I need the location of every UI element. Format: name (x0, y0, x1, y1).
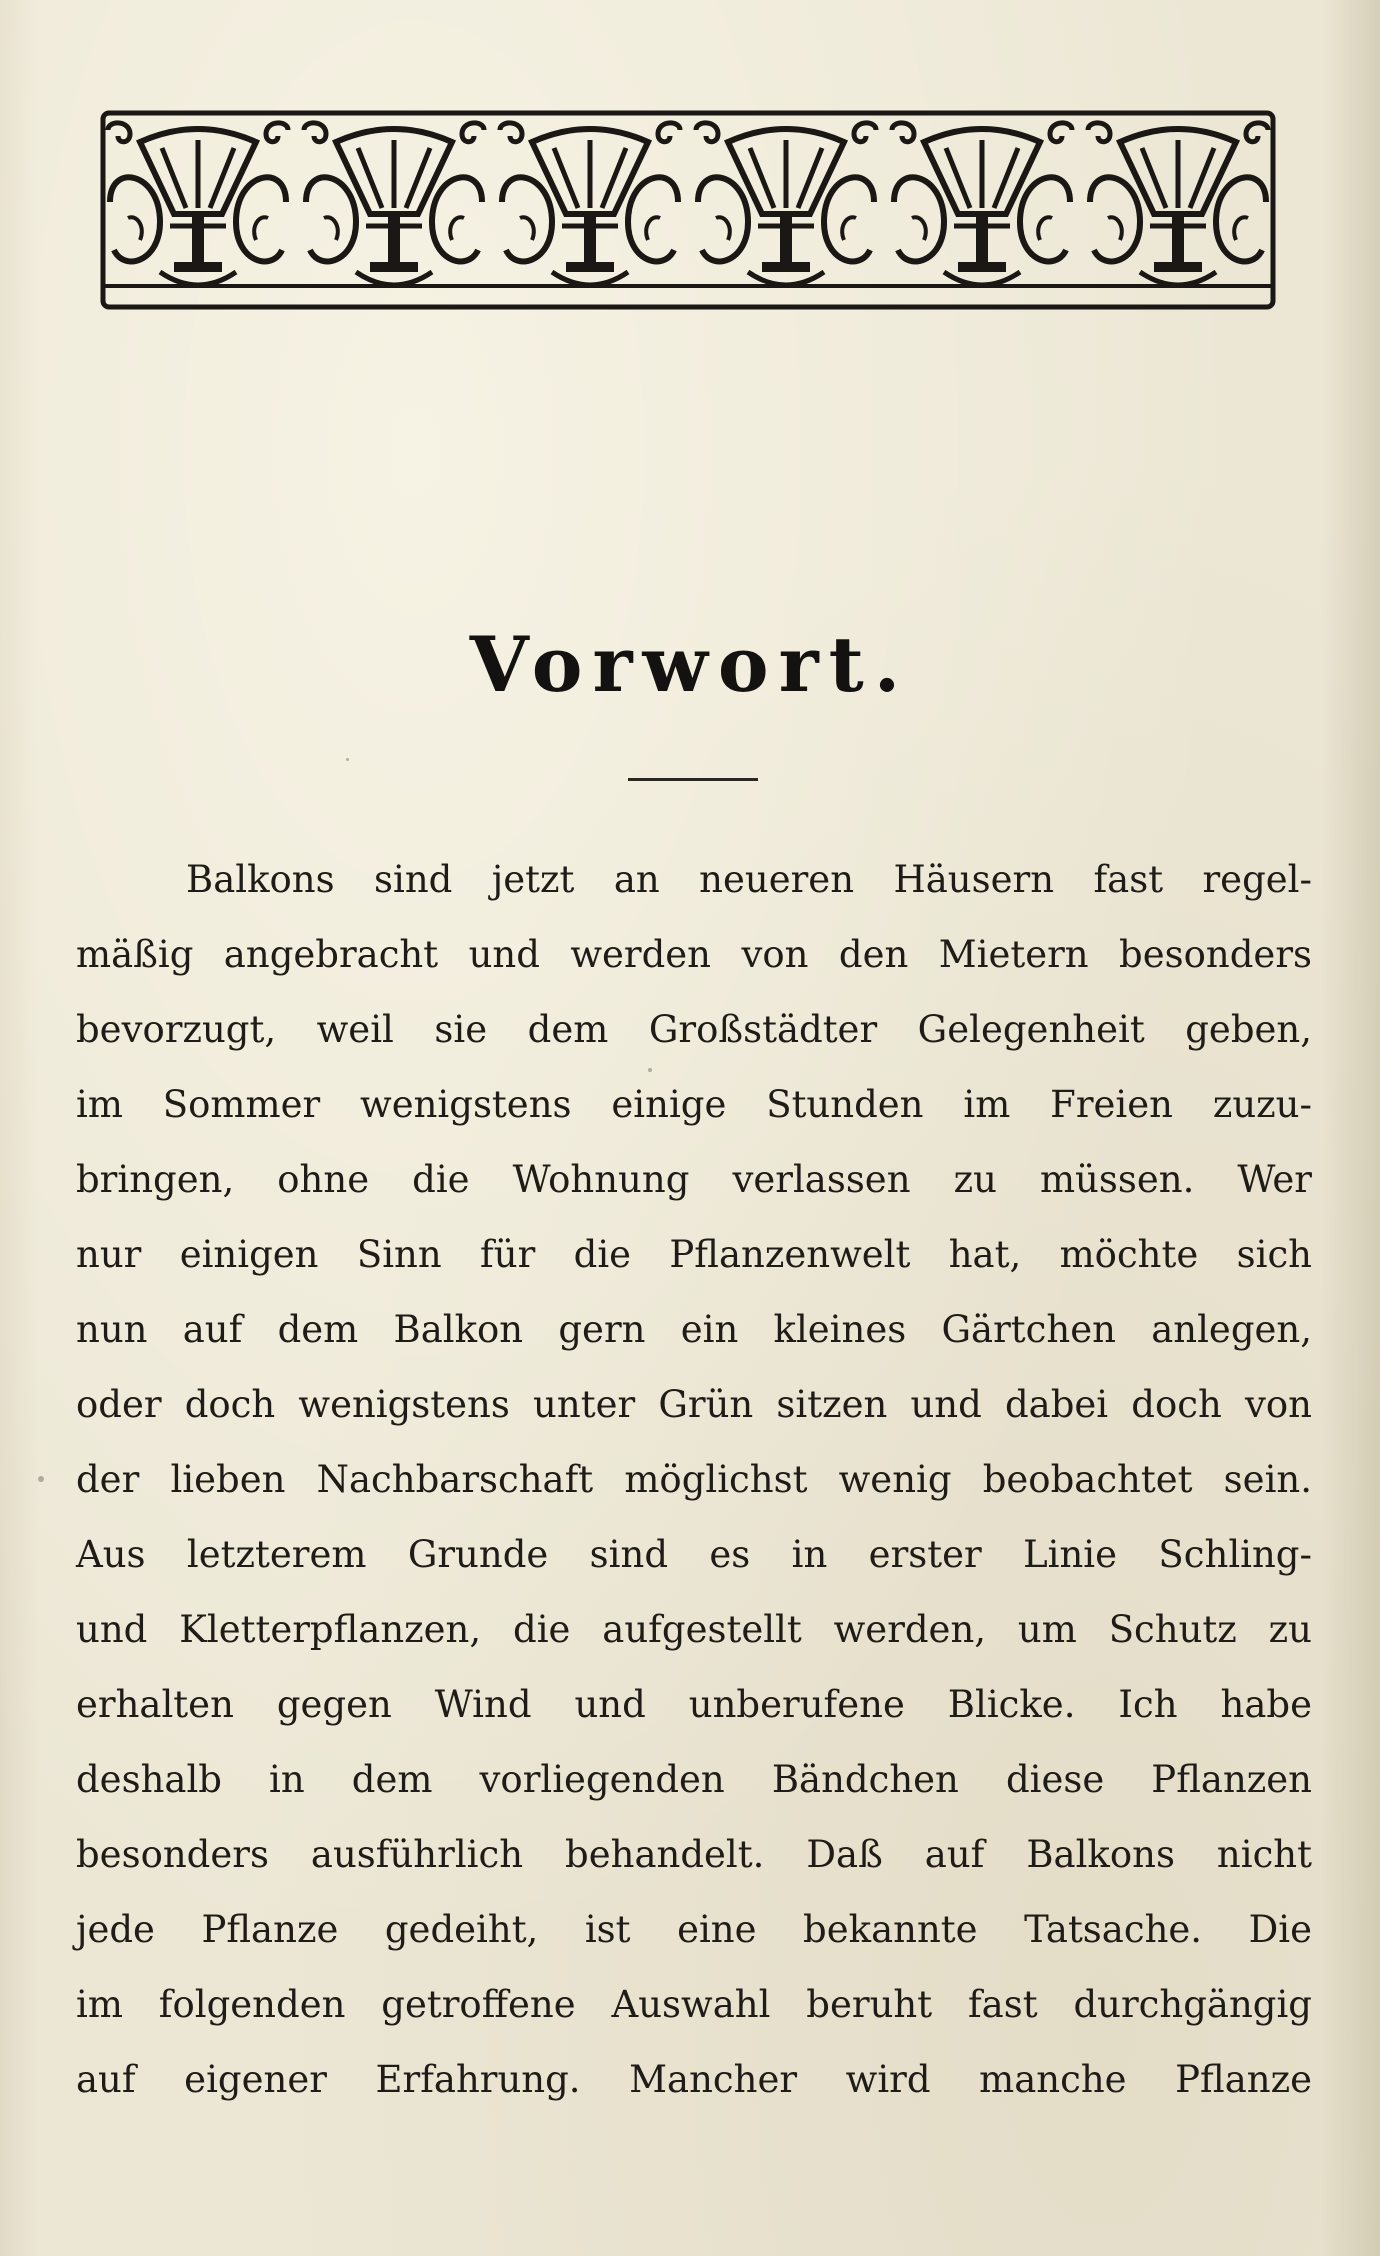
text-line: und Kletterpflanzen, die aufgestellt werden, um Schutz zu (76, 1608, 1312, 1651)
text-line: auf eigener Erfahrung. Mancher wird manche Pflanze (76, 2058, 1312, 2101)
text-line: der lieben Nachbarschaft möglichst wenig beobachtet sein. (76, 1458, 1312, 1501)
palmette-border-ornament-icon (100, 110, 1276, 310)
text-line: erhalten gegen Wind und unberufene Blicke. Ich habe (76, 1683, 1312, 1726)
paper-speck (346, 758, 349, 761)
text-line: bevorzugt, weil sie dem Großstädter Gelegenheit geben, (76, 1008, 1312, 1051)
heading-divider-rule (628, 778, 758, 781)
text-line: jede Pflanze gedeiht, ist eine bekannte Tatsache. Die (76, 1908, 1312, 1951)
text-line: oder doch wenigstens unter Grün sitzen und dabei doch von (76, 1383, 1312, 1426)
text-line: im folgenden getroffene Auswahl beruht fast durchgängig (76, 1983, 1312, 2026)
text-line: Aus letzterem Grunde sind es in erster Linie Schling- (76, 1533, 1312, 1576)
paper-speck (648, 1068, 652, 1072)
text-line: im Sommer wenigstens einige Stunden im Freien zuzu- (76, 1083, 1312, 1126)
text-line: Balkons sind jetzt an neueren Häusern fast regel- (186, 858, 1312, 901)
text-line: nur einigen Sinn für die Pflanzenwelt hat, möchte sich (76, 1233, 1312, 1276)
paper-speck (880, 1180, 883, 1183)
preface-paragraph (76, 842, 1312, 2117)
chapter-heading: Vorwort. (469, 620, 911, 709)
text-line: bringen, ohne die Wohnung verlassen zu müssen. Wer (76, 1158, 1312, 1201)
paper-speck (38, 1476, 44, 1482)
text-line: nun auf dem Balkon gern ein kleines Gärtchen anlegen, (76, 1308, 1312, 1351)
text-line: deshalb in dem vorliegenden Bändchen diese Pflanzen (76, 1758, 1312, 1801)
text-line: besonders ausführlich behandelt. Daß auf Balkons nicht (76, 1833, 1312, 1876)
text-line: mäßig angebracht und werden von den Mietern besonders (76, 933, 1312, 976)
